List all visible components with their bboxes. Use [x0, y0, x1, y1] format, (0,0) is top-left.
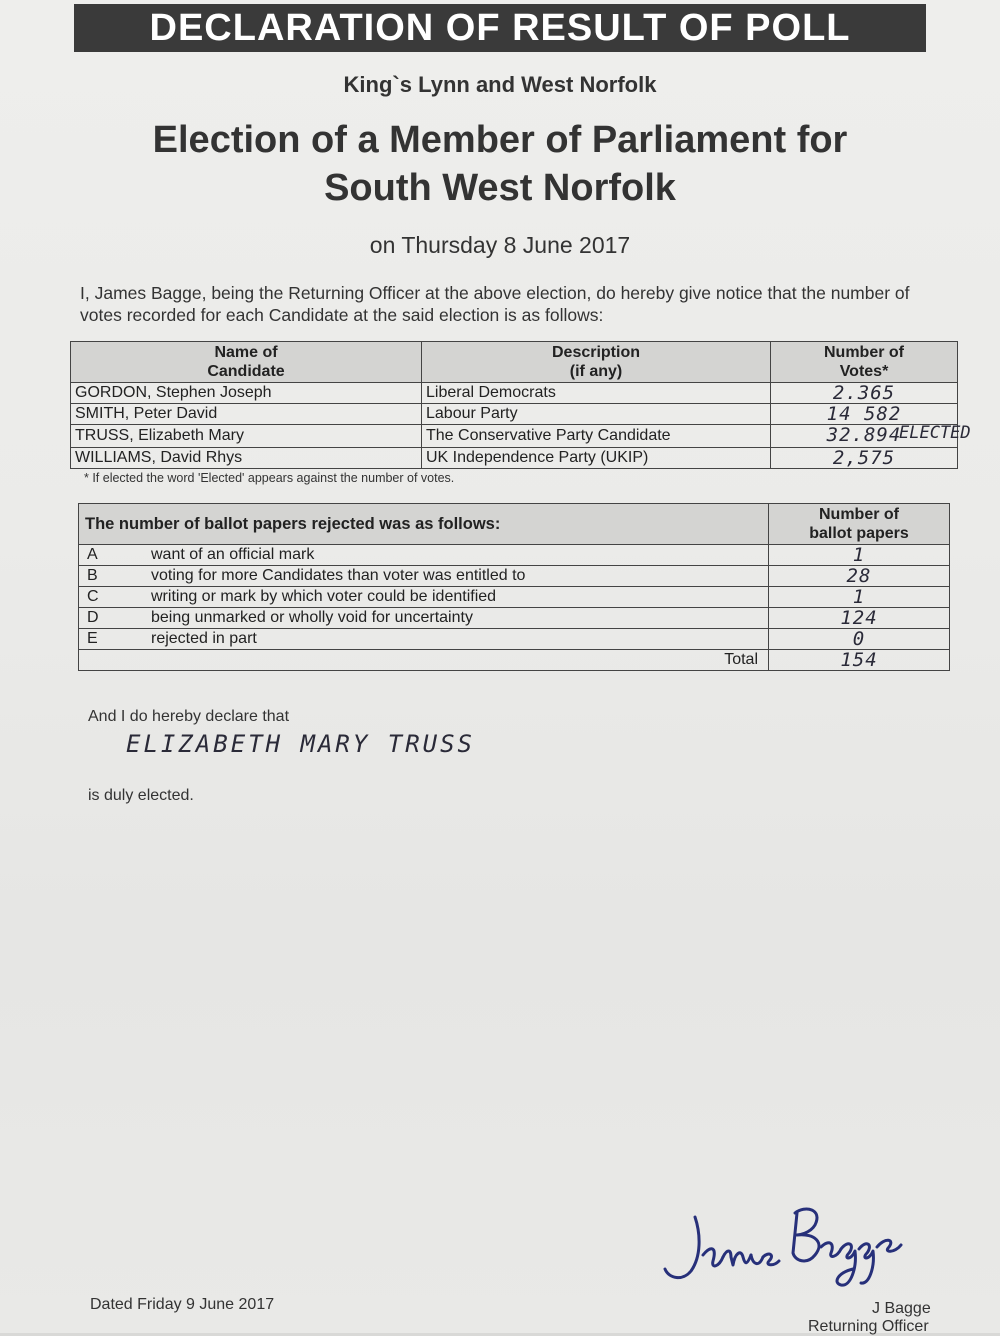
rejection-count: 28	[769, 566, 950, 587]
candidate-description: UK Independence Party (UKIP)	[422, 448, 771, 469]
candidate-votes: 14 582	[771, 404, 958, 425]
rejection-reason: writing or mark by which voter could be identified	[147, 587, 769, 608]
election-title	[0, 116, 1000, 212]
rejection-count: 124	[769, 608, 950, 629]
ballot-count-header	[769, 504, 950, 545]
rejection-count: 1	[769, 587, 950, 608]
candidate-name: TRUSS, Elizabeth Mary	[71, 425, 422, 448]
rejection-reason: being unmarked or wholly void for uncertainty	[147, 608, 769, 629]
rejection-count: 1	[769, 545, 950, 566]
rejection-reason: rejected in part	[147, 629, 769, 650]
rejection-code: D	[79, 608, 148, 629]
candidate-votes-cell	[771, 423, 971, 448]
total-label: Total	[79, 650, 769, 671]
returning-officer-signature	[655, 1195, 915, 1295]
title-line-1: Election of a Member of Parliament for	[152, 119, 848, 161]
rejected-ballots-table	[78, 503, 950, 671]
name-header	[71, 342, 422, 383]
candidate-row	[71, 404, 958, 425]
candidate-row	[71, 383, 958, 404]
rejection-reason: voting for more Candidates than voter was entitled to	[147, 566, 769, 587]
ballot-count-header-line-1: Number of	[819, 506, 899, 523]
votes-header-line-2: Votes*	[839, 363, 889, 380]
candidate-description: Liberal Democrats	[422, 383, 771, 404]
rejected-header-row	[79, 504, 950, 545]
election-date: on Thursday 8 June 2017	[369, 232, 631, 258]
declaration-lead: And I do hereby declare that	[88, 708, 290, 725]
rejected-row	[79, 629, 950, 650]
description-header-line-1: Description	[551, 344, 640, 361]
rejection-reason: want of an official mark	[147, 545, 769, 566]
rejected-heading: The number of ballot papers rejected was as follows:	[79, 504, 769, 545]
elected-candidate: ELIZABETH MARY TRUSS	[126, 730, 475, 758]
name-header-line-2: Candidate	[207, 363, 285, 380]
council-name: King`s Lynn and West Norfolk	[343, 72, 657, 97]
candidates-table	[70, 341, 971, 469]
candidate-row	[71, 448, 958, 469]
rejection-code: E	[79, 629, 148, 650]
elected-mark: ELECTED	[899, 423, 971, 443]
description-header-line-2: (if any)	[569, 363, 623, 380]
candidate-name: SMITH, Peter David	[71, 404, 422, 425]
dated-line: Dated Friday 9 June 2017	[90, 1296, 275, 1313]
name-header-line-1: Name of	[214, 344, 278, 361]
rejection-code: A	[79, 545, 148, 566]
candidate-row	[71, 425, 958, 448]
rejected-total-row	[79, 650, 950, 671]
votes-header	[771, 342, 958, 383]
title-line-2: South West Norfolk	[324, 167, 676, 209]
total-value: 154	[769, 650, 950, 671]
document-banner: DECLARATION OF RESULT OF POLL	[74, 4, 926, 52]
notice-paragraph: I, James Bagge, being the Returning Officer at the above election, do hereby give notice that the number of votes recorded for each Candidate at the said election is as follows:	[80, 283, 910, 325]
candidates-header-row	[71, 342, 958, 383]
declaration-tail: is duly elected.	[88, 787, 194, 804]
candidate-votes: 2,575	[771, 448, 958, 469]
signer-role: Returning Officer	[808, 1318, 929, 1335]
rejected-row	[79, 587, 950, 608]
votes-header-line-1: Number of	[824, 344, 904, 361]
description-header	[422, 342, 771, 383]
rejection-count: 0	[769, 629, 950, 650]
rejection-code: B	[79, 566, 148, 587]
rejected-row	[79, 608, 950, 629]
candidate-votes: 32.894	[826, 424, 902, 446]
signer-name: J Bagge	[872, 1300, 931, 1317]
candidate-name: GORDON, Stephen Joseph	[71, 383, 422, 404]
candidate-description: The Conservative Party Candidate	[422, 425, 771, 448]
candidate-description: Labour Party	[422, 404, 771, 425]
rejected-row	[79, 545, 950, 566]
rejection-code: C	[79, 587, 148, 608]
candidate-name: WILLIAMS, David Rhys	[71, 448, 422, 469]
candidate-votes: 2.365	[771, 383, 958, 404]
rejected-row	[79, 566, 950, 587]
votes-footnote: * If elected the word 'Elected' appears against the number of votes.	[84, 471, 455, 485]
ballot-count-header-line-2: ballot papers	[809, 525, 909, 542]
